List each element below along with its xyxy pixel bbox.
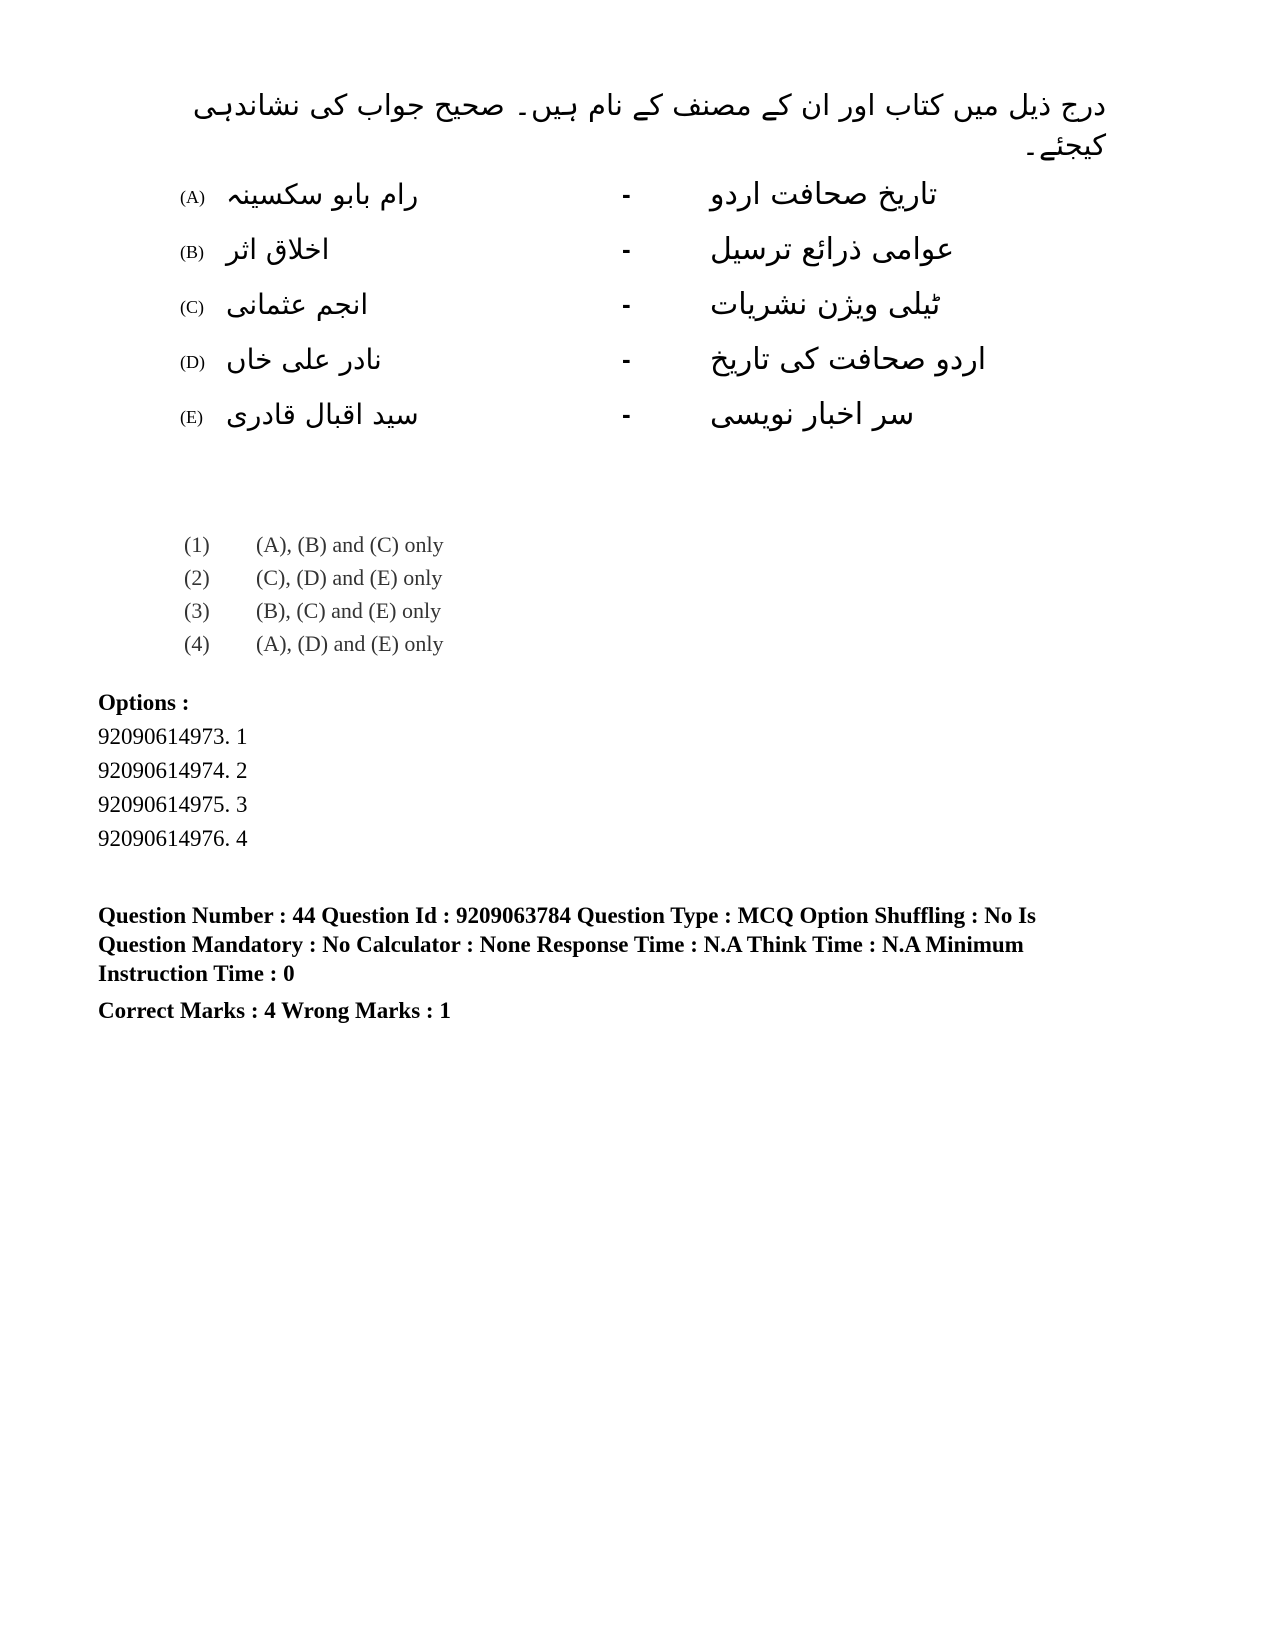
pair-author: سید اقبال قادری	[226, 398, 419, 431]
option-item: 92090614976. 4	[98, 826, 248, 851]
pair-label: (B)	[180, 242, 204, 262]
pair-row-a	[180, 175, 940, 219]
option-item: 92090614975. 3	[98, 792, 248, 817]
pair-row-b	[180, 230, 955, 274]
answer-number: (4)	[184, 631, 210, 656]
pair-label: (C)	[180, 297, 204, 317]
pair-label: (A)	[180, 187, 205, 207]
question-meta	[98, 901, 1108, 988]
option-item: 92090614974. 2	[98, 758, 248, 783]
answer-number: (1)	[184, 532, 210, 557]
question-image-block	[100, 85, 1106, 465]
pair-row-c	[180, 285, 940, 329]
pair-label: (D)	[180, 352, 205, 372]
pair-dash: -	[622, 399, 631, 429]
answer-text: (C), (D) and (E) only	[256, 565, 443, 590]
answer-choice-1	[180, 532, 580, 565]
marks-info: Correct Marks : 4 Wrong Marks : 1	[98, 998, 451, 1023]
pair-author: اخلاق اثر	[226, 233, 330, 266]
pair-author: انجم عثمانی	[226, 288, 369, 321]
answer-choice-4	[180, 631, 580, 664]
answer-choice-2	[180, 565, 580, 598]
answer-number: (2)	[184, 565, 210, 590]
pair-book: سر اخبار نویسی	[710, 397, 915, 432]
pair-row-d	[180, 340, 987, 384]
answer-text: (A), (B) and (C) only	[256, 532, 444, 557]
pair-dash: -	[622, 179, 631, 209]
meta-line-1: Question Number : 44 Question Id : 9209063784 Question Type : MCQ Option Shuffling : No Is	[98, 903, 1037, 928]
pair-book: ٹیلی ویژن نشریات	[710, 287, 941, 322]
pair-book: تاریخ صحافت اردو	[710, 177, 938, 212]
options-list	[98, 690, 698, 860]
answer-text: (B), (C) and (E) only	[256, 598, 442, 623]
pair-book: عوامی ذرائع ترسیل	[710, 232, 955, 267]
pair-author: رام بابو سکسینہ	[226, 178, 419, 211]
answer-number: (3)	[184, 598, 210, 623]
answer-choice-3	[180, 598, 580, 631]
pair-dash: -	[622, 289, 631, 319]
pair-dash: -	[622, 234, 631, 264]
meta-line-2: Question Mandatory : No Calculator : None Response Time : N.A Think Time : N.A Minimum	[98, 932, 1024, 957]
pair-dash: -	[622, 344, 631, 374]
pair-label: (E)	[180, 407, 203, 427]
option-item: 92090614973. 1	[98, 724, 248, 749]
answer-text: (A), (D) and (E) only	[256, 631, 444, 656]
answer-choices	[180, 532, 580, 664]
options-title: Options :	[98, 690, 190, 715]
pair-row-e	[180, 395, 940, 439]
meta-line-3: Instruction Time : 0	[98, 961, 295, 986]
pair-book: اردو صحافت کی تاریخ	[710, 342, 987, 377]
pair-author: نادر علی خاں	[226, 343, 382, 376]
question-text: درج ذیل میں کتاب اور ان کے مصنف کے نام ہیں۔ صحیح جواب کی نشاندہی کیجئے۔	[192, 88, 1106, 162]
